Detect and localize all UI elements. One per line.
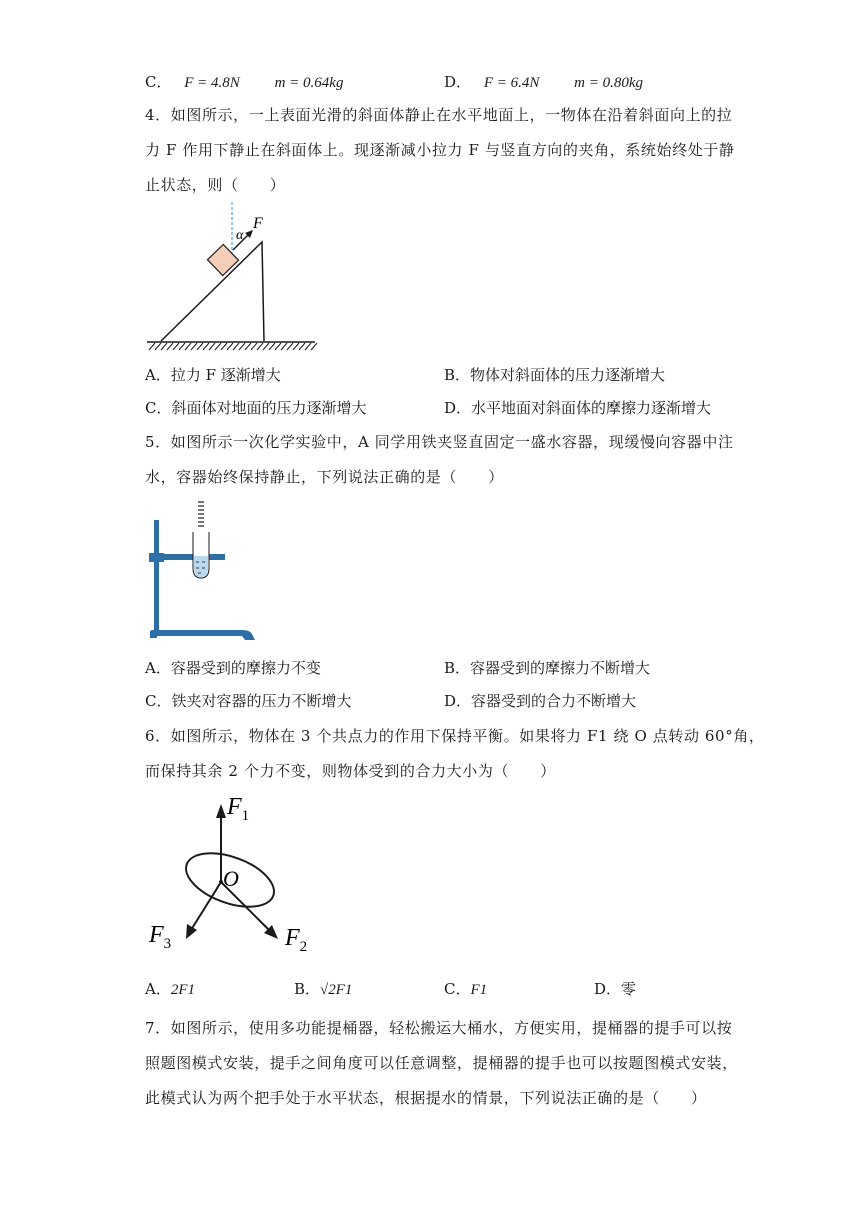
ground-hatching <box>149 343 317 350</box>
q4-stem-line1: 4．如图所示，一上表面光滑的斜面体静止在水平地面上，一物体在沿着斜面向上的拉 <box>145 106 733 124</box>
q5-option-c <box>145 690 352 712</box>
q4-incline-figure <box>145 198 325 358</box>
q5-iron-stand-figure <box>145 496 265 646</box>
q4-stem-line3: 止状态，则（ ） <box>145 176 286 194</box>
water-stream <box>198 502 204 526</box>
clamp-connector <box>149 553 164 562</box>
option-text: 零 <box>621 980 637 998</box>
f2-label: $F_2$ <box>285 925 308 955</box>
option-letter: B． <box>444 659 471 677</box>
option-letter: B． <box>294 980 321 998</box>
water <box>194 556 208 577</box>
option-letter: C． <box>145 399 172 417</box>
f1-label: $F_1$ <box>227 794 250 824</box>
angle-label: α <box>236 228 244 243</box>
q6-option-a <box>145 978 195 1001</box>
option-text: 斜面体对地面的压力逐渐增大 <box>171 399 367 417</box>
option-text: 物体对斜面体的压力逐渐增大 <box>470 366 666 384</box>
option-text: 容器受到的摩擦力不断增大 <box>470 659 651 677</box>
q4-option-b <box>444 364 665 386</box>
option-letter: D． <box>444 73 472 91</box>
q6-option-b <box>294 978 352 1001</box>
option-letter: D． <box>444 692 472 710</box>
q4-option-d <box>444 397 711 419</box>
option-letter: D． <box>594 980 622 998</box>
option-letter: D． <box>444 399 472 417</box>
force-value: F = 6.4N <box>483 75 540 91</box>
force-label: F <box>253 215 263 232</box>
option-text: 2F1 <box>170 982 196 998</box>
option-letter: A． <box>145 366 171 384</box>
q5-stem-line1: 5．如图所示一次化学实验中，A 同学用铁夹竖直固定一盛水容器，现缓慢向容器中注 <box>145 433 734 451</box>
q6-option-c <box>444 978 487 1001</box>
q3-option-c <box>145 71 343 94</box>
origin-label: O <box>223 866 239 891</box>
option-letter: C． <box>444 980 471 998</box>
option-text: 容器受到的合力不断增大 <box>471 692 637 710</box>
option-text: F1 <box>470 982 488 998</box>
force-value: F = 4.8N <box>184 75 240 91</box>
q7-stem-line3: 此模式认为两个把手处于水平状态，根据提水的情景，下列说法正确的是（ ） <box>145 1089 707 1107</box>
option-letter: A． <box>145 659 171 677</box>
q7-stem-line2: 照题图模式安装，提手之间角度可以任意调整，提桶器的提手也可以按题图模式安装， <box>145 1054 738 1072</box>
option-letter: C． <box>145 692 172 710</box>
q5-option-d <box>444 690 636 712</box>
f3-arrow <box>191 882 221 930</box>
q5-stem-line2: 水，容器始终保持静止，下列说法正确的是（ ） <box>145 468 504 486</box>
q6-stem-line2: 而保持其余 2 个力不变，则物体受到的合力大小为（ ） <box>145 762 556 780</box>
q5-option-a <box>145 657 321 679</box>
option-letter: C． <box>145 73 172 91</box>
q6-stem-line1: 6．如图所示，物体在 3 个共点力的作用下保持平衡。如果将力 F1 绕 O 点转动 60°角， <box>145 727 765 745</box>
option-letter: B． <box>444 366 471 384</box>
q6-option-d <box>594 978 636 1000</box>
q6-forces-figure <box>145 790 345 960</box>
f3-arrowhead <box>186 924 197 939</box>
mass-value: m = 0.80kg <box>574 75 644 91</box>
f3-label: $F_3$ <box>149 922 172 952</box>
option-text: 水平地面对斜面体的摩擦力逐渐增大 <box>471 399 712 417</box>
option-text: 拉力 F 逐渐增大 <box>170 366 281 384</box>
q4-option-a <box>145 364 281 386</box>
option-letter: A． <box>145 980 171 998</box>
f1-arrowhead <box>216 804 226 818</box>
q4-option-c <box>145 397 367 419</box>
stand-base <box>150 630 255 640</box>
stand-rod <box>154 520 159 632</box>
option-text: √2F1 <box>320 982 353 998</box>
q3-option-d <box>444 71 643 94</box>
q4-stem-line2: 力 F 作用下静止在斜面体上。现逐渐减小拉力 F 与竖直方向的夹角，系统始终处于静 <box>145 141 735 159</box>
option-text: 容器受到的摩擦力不变 <box>170 659 321 677</box>
option-text: 铁夹对容器的压力不断增大 <box>171 692 352 710</box>
q5-option-b <box>444 657 650 679</box>
mass-value: m = 0.64kg <box>274 75 344 91</box>
q7-stem-line1: 7．如图所示，使用多功能提桶器，轻松搬运大桶水，方便实用，提桶器的提手可以按 <box>145 1019 733 1037</box>
